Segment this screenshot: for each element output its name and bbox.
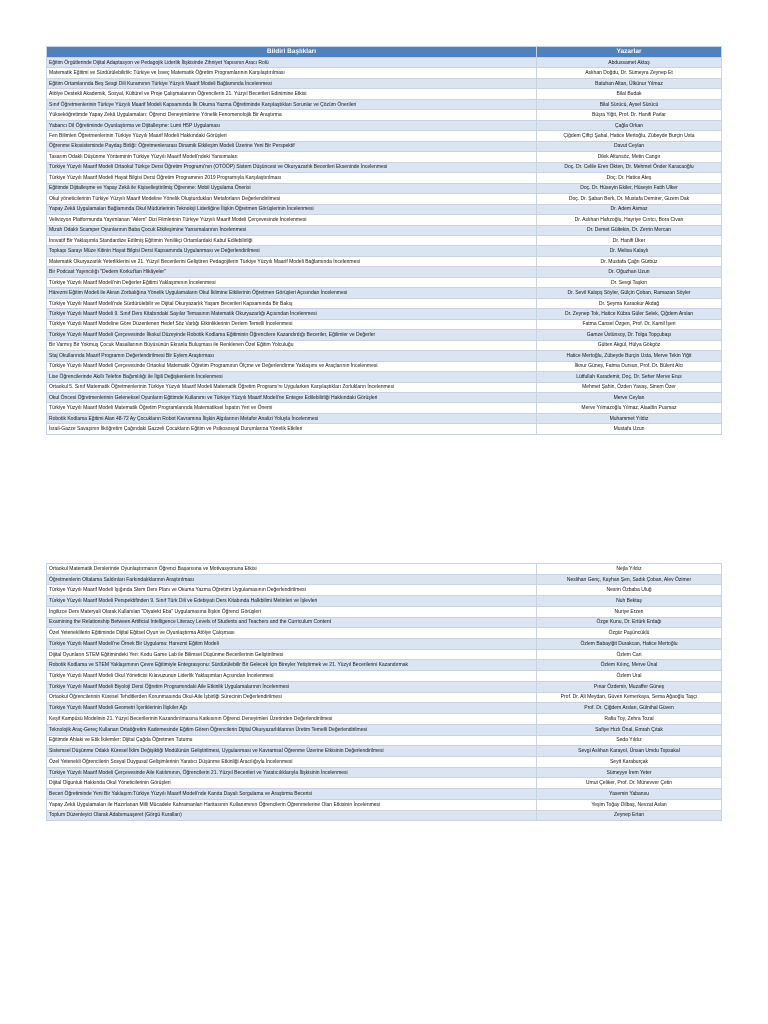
paper-title-cell: Türkiye Yüzyılı Maarif Modeli Çerçevesinde Aile Katılımının, Öğrencilerin 21. Yüzyıl Becerileri ve Yaratıcılıklarıyla İlişkisinin İncelenmesi bbox=[47, 767, 537, 778]
table-row bbox=[47, 639, 722, 650]
paper-authors-cell: Mehmet Şahin, Özden Yavaş, Sinem Özer bbox=[537, 382, 722, 392]
table-row bbox=[47, 204, 722, 214]
paper-authors-cell: Rafia Toy, Zehra Tozal bbox=[537, 714, 722, 725]
table-row bbox=[47, 564, 722, 575]
table-row bbox=[47, 194, 722, 204]
paper-title-cell: Türkiye Yüzyılı Maarif Modeli Işığında Stem Ders Planı ve Okuma Yazma Öğretimi Uygulamasının Değerlendirilmesi bbox=[47, 585, 537, 596]
table-row bbox=[47, 319, 722, 329]
paper-title-cell: Türkiye Yüzyılı Maarif Modeli Ortaokul Türkçe Dersi Öğretim Programı'nın (OTÖÖP) Sistem Düşüncesi ve Okuryazarlık Becerileri Ekseninde İncelenmesi bbox=[47, 162, 537, 172]
paper-title-cell: Staj Okullarında Maarif Programın Değerlendirilmesi Bir Eylem Araştırması bbox=[47, 351, 537, 361]
paper-authors-cell: Nuriye Erzen bbox=[537, 606, 722, 617]
table-row bbox=[47, 778, 722, 789]
paper-title-cell: Türkiye Yüzyılı Maarif Modeli Biyoloji Dersi Öğretim Programındaki Aile Etkinlik Uygulamalarının İncelenmesi bbox=[47, 681, 537, 692]
paper-title-cell: Türkiye Yüzyılı Maarif Modeli Çerçevesinde Ortaokul Matematik Öğretim Programının Ölçme ve Değerlendirme Yaklaşımı ve Araçlarının İncelenmesi bbox=[47, 361, 537, 371]
paper-title-cell: Eğitimde Dijitalleşme ve Yapay Zekâ ile Kişiselleştirilmiş Öğrenme: Mobil Uygulama Önerisi bbox=[47, 183, 537, 193]
table-row bbox=[47, 810, 722, 821]
paper-title-cell: Atölye Destekli Akademik, Sosyal, Kültürel ve Proje Çalışmalarının Öğrencilerin 21. Yüzyıl Becerileri Edinimine Etkisi bbox=[47, 89, 537, 99]
paper-title-cell: Yapay Zekâ Uygulamaları Bağlamında Okul Müdürlerinin Teknoloji Liderliğine İlişkin Öğretmen Görüşlerinin İncelenmesi bbox=[47, 204, 537, 214]
paper-title-cell: Okul Öncesi Öğretmenlerinin Geleneksel Oyunların Eğitimde Kullanımı ve Türkiye Yüzyılı Maarif Modeli'ne Entegre Edilebilirliği Hakkındaki Görüşleri bbox=[47, 393, 537, 403]
paper-title-cell: Türkiye Yüzyılı Maarif Modeli Matematik Öğretim Programlarında Matematiksel İspatın Yeri ve Önemi bbox=[47, 403, 537, 413]
paper-title-cell: Bir Podcast Yayıncılığı "Dedem Korkut'tan Hikâyeler" bbox=[47, 267, 537, 277]
paper-title-cell: Öğrenme Ekosisteminde Paydaş Birliği: Öğretmenlerarası Dinamik Etkileşim Modeli Üzerine Yeni Bir Perspektif bbox=[47, 141, 537, 151]
table-header-row bbox=[47, 47, 722, 58]
paper-authors-cell: Büşra Yiğit, Prof. Dr. Hanifi Parlar bbox=[537, 110, 722, 120]
paper-authors-cell: Özlem Babayiğit Durakcan, Hatice Mertoğlu bbox=[537, 639, 722, 650]
paper-title-cell: Türkiye Yüzyılı Maarif Modeli Okul Yöneticisi Kılavuzunun Liderlik Yaklaşımları Açısından İncelenmesi bbox=[47, 671, 537, 682]
table-row bbox=[47, 183, 722, 193]
paper-title-cell: Velivizyon Platformunda Yayımlanan "Ailem" Dizi Filmlerinin Türkiye Yüzyılı Maarif Modeli Çerçevesinde İncelenmesi bbox=[47, 215, 537, 225]
table-row bbox=[47, 78, 722, 88]
paper-authors-cell: Gamze Üstünsoy, Dr. Tolga Topçubaşı bbox=[537, 330, 722, 340]
paper-title-cell: İsrail-Gazze Savaşının İlköğretim Çağındaki Gazzeli Çocukların Eğitim ve Psikososyal Durumlarına Yönelik Etkileri bbox=[47, 424, 537, 434]
paper-title-cell: Robotik Kodlama ve STEM Yaklaşımının Çevre Eğitimiyle Entegrasyonu: Sürdürülebilir Bir Gelecek İçin Bireyler Yetiştirmek ve 21. Yüzyıl Becerilerini Kazandırmak bbox=[47, 660, 537, 671]
table-row bbox=[47, 330, 722, 340]
table-row bbox=[47, 703, 722, 714]
paper-authors-cell: Prof. Dr. Çiğdem Arslan, Gülnihal Güven bbox=[537, 703, 722, 714]
paper-title-cell: Dijital Olgunluk Hakkında Okul Yöneticilerinin Görüşleri bbox=[47, 778, 537, 789]
paper-title-cell: Matematik Okuryazarlık Yeterliklerini ve 21. Yüzyıl Becerilerini Geliştiren Pedagojilerin Türkiye Yüzyılı Maarif Modeli Bağlamında İncelenmesi bbox=[47, 256, 537, 266]
table-row bbox=[47, 413, 722, 423]
paper-title-cell: Yabancı Dil Öğretiminde Oyunlaştırma ve Dijitalleşme: Lumi H5P Uygulaması bbox=[47, 120, 537, 130]
table-row bbox=[47, 351, 722, 361]
authors-header: Yazarlar bbox=[537, 47, 722, 58]
table-row bbox=[47, 256, 722, 266]
paper-authors-cell: Yeşim Toğay Dilbaş, Nevzat Aslan bbox=[537, 799, 722, 810]
paper-title-cell: Türkiye Yüzyılı Maarif Modeli 9. Sınıf Ders Kitabındaki Sayılar Temasının Matematik Okuryazarlığı Açısından İncelenmesi bbox=[47, 309, 537, 319]
paper-title-cell: Keşif Kampüsü Modelinin 21. Yüzyıl Becerilerinin Kazandırılmasına Katkısının Öğrenci Deneyimleri Üzerinden Değerlendirilmesi bbox=[47, 714, 537, 725]
table-row bbox=[47, 585, 722, 596]
paper-title-cell: Öğretmenlerin Oltalama Saldırıları Farkındalıklarının Araştırılması bbox=[47, 574, 537, 585]
paper-authors-cell: Doç. Dr. Şaban Berk, Dr. Mustafa Demirer, Gizem Dak bbox=[537, 194, 722, 204]
paper-authors-cell: Özlem Ural bbox=[537, 671, 722, 682]
paper-authors-cell: Bilal Sürücü, Aysel Sürücü bbox=[537, 99, 722, 109]
table-row bbox=[47, 309, 722, 319]
paper-authors-cell: Doç. Dr. Hüseyin Ekiler, Hüseyin Fatih Ulker bbox=[537, 183, 722, 193]
paper-authors-cell: Çağla Orkan bbox=[537, 120, 722, 130]
paper-title-cell: Yapay Zekâ Uygulamaları ile Hazırlanan Milli Mücadele Kahramanları Haritasının Kullanımının Öğrencilerin Öğrenmelerine Olan Etkisinin İncelenmesi bbox=[47, 799, 537, 810]
table-row bbox=[47, 424, 722, 434]
paper-title-cell: Robotik Kodlama Eğitimi Alan 48-72 Ay Çocukların Robot Kavramına İlişkin Algılarının Metafor Analizi Yoluyla İncelenmesi bbox=[47, 413, 537, 423]
paper-authors-cell: Doç. Dr. Celile Eren Ökten, Dr. Mehmet Önder Karacaoğlu bbox=[537, 162, 722, 172]
table-row bbox=[47, 382, 722, 392]
paper-authors-cell: Özlem Can bbox=[537, 649, 722, 660]
paper-authors-cell: Mustafa Uzun bbox=[537, 424, 722, 434]
paper-title-cell: Bir Varmış Bir Yokmuş Çocuk Masallarının Büyüsünün Ekranla Buluşması ile Renklenen Özel Eğitim Yolculuğu bbox=[47, 340, 537, 350]
paper-title-cell: Toplum Düzenleyici Olarak Adabımuaşeret (Görgü Kuralları) bbox=[47, 810, 537, 821]
paper-title-cell: Fen Bilimleri Öğretmenlerinin Türkiye Yüzyılı Maarif Modeli Hakkındaki Görüşleri bbox=[47, 131, 537, 141]
paper-title-cell: Lise Öğrencilerinde Akıllı Telefon Bağımlılığı ile İlgili Değişkenlerin İncelenmesi bbox=[47, 372, 537, 382]
paper-title-cell: Eğitimde Ahlaki ve Etik İkilemler: Dijital Çağda Öğretmen Tutumu bbox=[47, 735, 537, 746]
table-row bbox=[47, 393, 722, 403]
paper-authors-cell: Yasemin Yabansu bbox=[537, 789, 722, 800]
paper-title-cell: Eğitim Örgütlerinde Dijital Adaptasyon ve Pedagojik Liderlik İlişkisinde Zihniyet Yapısının Aracı Rolü bbox=[47, 58, 537, 68]
paper-title-cell: Dijital Oyunların STEM Eğitimindeki Yeri: Kodu Game Lab ile Bilimsel Düşünme Becerilerinin Geliştirilmesi bbox=[47, 649, 537, 660]
table-row bbox=[47, 215, 722, 225]
paper-authors-cell: Özgür Paşüncüklü bbox=[537, 628, 722, 639]
paper-title-cell: Türkiye Yüzyılı Maarif Modeli'ne Örnek Bir Uygulama: Harezmi Eğitim Modeli bbox=[47, 639, 537, 650]
paper-authors-cell: Nejla Yıldız bbox=[537, 564, 722, 575]
table-row bbox=[47, 288, 722, 298]
table-row bbox=[47, 574, 722, 585]
paper-authors-cell: Lütfullah Karademir, Doç. Dr. Seher Merve Erus bbox=[537, 372, 722, 382]
paper-title-cell: Teknolojik Araç-Gereç Kullanan Ortaöğretim Kademesinde Eğitim Gören Öğrencilerin Dijital Okuryazarlıklarının Üretim Temelli Değerlendirilmesi bbox=[47, 724, 537, 735]
paper-authors-cell: Dr. Demet Gültekin, Dr. Zerrin Mercan bbox=[537, 225, 722, 235]
titles-header: Bildiri Başlıkları bbox=[47, 47, 537, 58]
paper-title-cell: Özel Yeteneklilerin Eğitiminde Dijital Eğitsel Oyun ve Oyunlaştırma Atölye Çalışması bbox=[47, 628, 537, 639]
table-row bbox=[47, 372, 722, 382]
paper-title-cell: Ortaokul Öğrencilerinin Küresel Tehditlerden Korunmasında Okul-Aile İşbirliği Sürecinin Değerlendirilmesi bbox=[47, 692, 537, 703]
table-row bbox=[47, 649, 722, 660]
paper-title-cell: Türkiye Yüzyılı Maarif Modeli'nin Değerler Eğitimi Yaklaşımının İncelenmesi bbox=[47, 277, 537, 287]
paper-authors-cell: Prof. Dr. Ali Meydan, Güven Kemerkaya, Sema Ağaoğlu Taşçı bbox=[537, 692, 722, 703]
paper-authors-cell: Merve Ceylan bbox=[537, 393, 722, 403]
paper-authors-cell: Seda Yıldız bbox=[537, 735, 722, 746]
paper-authors-cell: Sümeyye İrem Yeter bbox=[537, 767, 722, 778]
paper-authors-cell: Merve Yılmazoğlu Yılmaz, Alaattin Pusmaz bbox=[537, 403, 722, 413]
papers-table-1-body bbox=[47, 58, 722, 435]
paper-authors-cell: Bilal Budak bbox=[537, 89, 722, 99]
table-row bbox=[47, 110, 722, 120]
table-row bbox=[47, 724, 722, 735]
paper-authors-cell: Abdussamet Aktaş bbox=[537, 58, 722, 68]
table-row bbox=[47, 596, 722, 607]
paper-authors-cell: Davut Ceylan bbox=[537, 141, 722, 151]
table-row bbox=[47, 681, 722, 692]
paper-authors-cell: Nesrin Özbaba Uluğ bbox=[537, 585, 722, 596]
table-row bbox=[47, 660, 722, 671]
paper-authors-cell: Umut Çeliker, Prof. Dr. Münevver Çetin bbox=[537, 778, 722, 789]
paper-title-cell: Ortaokul 5. Sınıf Matematik Öğretmenlerinin Türkiye Yüzyılı Maarif Modeli Matematik Öğretim Programı'nı Uygularken Karşılaştıkları Zorlukların İncelenmesi bbox=[47, 382, 537, 392]
paper-authors-cell: Aslıhan Doğdu, Dr. Sümeyra Zeynep Et bbox=[537, 68, 722, 78]
paper-authors-cell: İlknur Güneş, Fatma Dursun, Prof. Dr. Bülent Alcı bbox=[537, 361, 722, 371]
paper-authors-cell: Dr. Mustafa Çağrı Gürbüz bbox=[537, 256, 722, 266]
table-row bbox=[47, 671, 722, 682]
table-row bbox=[47, 267, 722, 277]
table-row bbox=[47, 746, 722, 757]
paper-authors-cell: Gülten Akgül, Hülya Gökgöz bbox=[537, 340, 722, 350]
table-row bbox=[47, 735, 722, 746]
paper-authors-cell: Çiğdem Çiftçi Şahal, Hatice Mertoğlu, Zübeyde Burçin Usta bbox=[537, 131, 722, 141]
paper-authors-cell: Özlem Kılınç, Merve Ünal bbox=[537, 660, 722, 671]
paper-title-cell: Beceri Öğretiminde Yeni Bir Yaklaşım:Türkiye Yüzyılı Maarif Modeli'nde Kanıta Dayalı Sorgulama ve Araştırma Becerisi bbox=[47, 789, 537, 800]
paper-authors-cell: Batuhan Altan, Ülkünur Yılmaz bbox=[537, 78, 722, 88]
paper-title-cell: Türkiye Yüzyılı Maarif Modeli Çerçevesinde İlkokul Düzeyinde Robotik Kodlama Eğitiminin Öğrencilere Kazandırdığı Beceriler, Eğilimler ve Değerler bbox=[47, 330, 537, 340]
paper-authors-cell: Safiye Hızlı Önal, Emrah Çıtak bbox=[537, 724, 722, 735]
table-row bbox=[47, 714, 722, 725]
paper-title-cell: Okul yöneticilerinin Türkiye Yüzyılı Maarif Modeline Yönelik Oluşturdukları Metaforların Değerlendirilmesi bbox=[47, 194, 537, 204]
table-row bbox=[47, 173, 722, 183]
table-row bbox=[47, 628, 722, 639]
paper-title-cell: Ortaokul Matematik Derslerinde Oyunlaştırmanın Öğrenci Başarısına ve Motivasyonuna Etkisi bbox=[47, 564, 537, 575]
table-row bbox=[47, 152, 722, 162]
paper-authors-cell: Zeynep Ertan bbox=[537, 810, 722, 821]
paper-title-cell: Türkiye Yüzyılı Maarif Modeli Perspektifinden 9. Sınıf Türk Dili ve Edebiyatı Ders Kitabında Halkbilimi Metinleri ve İşlevleri bbox=[47, 596, 537, 607]
paper-title-cell: Türkiye Yüzyılı Maarif Modeli Hayat Bilgisi Dersi Öğretim Programının 2019 Programıyla Karşılaştırılması bbox=[47, 173, 537, 183]
table-row bbox=[47, 617, 722, 628]
table-row bbox=[47, 141, 722, 151]
paper-title-cell: Mizah Odaklı Scamper Oyunlarının Baba Çocuk Etkileşimine Yansımalarının İncelenmesi bbox=[47, 225, 537, 235]
table-row bbox=[47, 277, 722, 287]
table-row bbox=[47, 131, 722, 141]
table-row bbox=[47, 58, 722, 68]
paper-title-cell: Sistemsel Düşünme Odaklı Küresel İklim Değişikliği Modülünün Geliştirilmesi, Uygulanması ve Kavramsal Öğrenme Üzerine Etkisinin Değerlendirilmesi bbox=[47, 746, 537, 757]
paper-title-cell: Özel Yetenekli Öğrencilerin Sosyal Duygusal Gelişimlerinin Yaratıcı Düşünme Etkinliği Aracılığıyla İncelenmesi bbox=[47, 756, 537, 767]
table-row bbox=[47, 120, 722, 130]
table-row bbox=[47, 298, 722, 308]
papers-table-2-body bbox=[47, 564, 722, 821]
paper-authors-cell: Dr. Melisa Kalaylı bbox=[537, 246, 722, 256]
paper-authors-cell: Hatice Mertoğlu, Zübeyde Burçin Usta, Merve Tekin Yiğit bbox=[537, 351, 722, 361]
paper-authors-cell: Dr. Aslıhan Hafızoğlu, Hayriye Cırıtcı, Bora Civan bbox=[537, 215, 722, 225]
table-row bbox=[47, 162, 722, 172]
table-row bbox=[47, 99, 722, 109]
paper-title-cell: Türkiye Yüzyılı Maarif Modeli Geometri İçeriklerinin İlişkiler Ağı bbox=[47, 703, 537, 714]
paper-authors-cell: Sevgi Aslıhan Karayol, Ünsan Umdu Topsakal bbox=[537, 746, 722, 757]
paper-authors-cell: Özge Kunu, Dr. Ertürk Erdağı bbox=[537, 617, 722, 628]
paper-authors-cell: Doç. Dr. Hatice Ateş bbox=[537, 173, 722, 183]
paper-authors-cell: Fatma Cansel Özgen, Prof. Dr. Kamil İşeri bbox=[537, 319, 722, 329]
table-row bbox=[47, 246, 722, 256]
paper-title-cell: İnovatif Bir Yaklaşımla Standardize Edilmiş Eğitimin Yenilikçi Ortamlardaki Kabul Edilebilirliği bbox=[47, 235, 537, 245]
table-row bbox=[47, 756, 722, 767]
paper-authors-cell: Pınar Özdemir, Muzaffer Güneş bbox=[537, 681, 722, 692]
table-row bbox=[47, 235, 722, 245]
table-row bbox=[47, 767, 722, 778]
paper-authors-cell: Dr. Şeyma Karaokur Akdağ bbox=[537, 298, 722, 308]
paper-title-cell: Sınıf Öğretmenlerinin Türkiye Yüzyılı Maarif Modeli Kapsamında İlk Okuma Yazma Öğretiminde Karşılaştıkları Sorunlar ve Çözüm Önerileri bbox=[47, 99, 537, 109]
paper-title-cell: Yükseköğretimde Yapay Zekâ Uygulamaları: Öğrenci Deneyimlerine Yönelik Fenomenolojik Bir Araştırma bbox=[47, 110, 537, 120]
paper-authors-cell: Neslihan Genç, Kayhan Şen, Sadık Çoban, Alev Özimer bbox=[537, 574, 722, 585]
papers-table-1 bbox=[46, 46, 722, 435]
paper-authors-cell: Dr. Sevgi Taşkın bbox=[537, 277, 722, 287]
paper-authors-cell: Dr. Adem Asmaz bbox=[537, 204, 722, 214]
table-row bbox=[47, 68, 722, 78]
paper-authors-cell: Nuh Bektaş bbox=[537, 596, 722, 607]
table-row bbox=[47, 606, 722, 617]
paper-authors-cell: Dr. Oğuzhan Uzun bbox=[537, 267, 722, 277]
paper-title-cell: Härezmi Eğitim Modeli ile Akran Zorbalığına Yönelik Uygulamaların Okul İklimine Etkilerinin Öğretmen Görüşleri Açısından İncelenmesi bbox=[47, 288, 537, 298]
paper-authors-cell: Dr. Zeynep Tok, Hatice Kübra Güler Selek, Çiğdem Arslan bbox=[537, 309, 722, 319]
paper-authors-cell: Dr. Hanifi Üker bbox=[537, 235, 722, 245]
paper-title-cell: Türkiye Yüzyılı Maarif Modeli'nde Sürdürülebilir ve Dijital Okuryazarlık Yaşam Becerileri Kapsamında Bir Bakış bbox=[47, 298, 537, 308]
table-row bbox=[47, 789, 722, 800]
paper-title-cell: İngilizce Ders Materyali Olarak Kullanılan "Diyalekt Eba" Uygulamasına İlişkin Öğrenci Görüşleri bbox=[47, 606, 537, 617]
table-row bbox=[47, 403, 722, 413]
paper-title-cell: Examining the Relationship Between Artificial Intelligence Literacy Levels of Students and Teachers and the Curriculum Content bbox=[47, 617, 537, 628]
paper-title-cell: Eğitim Ortamlarında Beş Sesgi Dili Kuramının Türkiye Yüzyılı Maarif Modeli Bağlamında İncelenmesi bbox=[47, 78, 537, 88]
papers-table-2 bbox=[46, 563, 722, 821]
paper-title-cell: Matematik Eğitimi ve Sürdürülebilirlik: Türkiye ve İsveç Matematik Öğretim Programlarının Karşılaştırılması bbox=[47, 68, 537, 78]
table-row bbox=[47, 225, 722, 235]
table-row bbox=[47, 340, 722, 350]
paper-authors-cell: Muhammet Yıldız bbox=[537, 413, 722, 423]
table-row bbox=[47, 799, 722, 810]
paper-title-cell: Topkapı Sarayı Müze Kitinin Hayat Bilgisi Dersi Kapsamında Uygulanması ve Değerlendirilmesi bbox=[47, 246, 537, 256]
paper-authors-cell: Dr. Sevil Kalspş Söyler, Gülçin Çoban, Ramazan Söyler bbox=[537, 288, 722, 298]
paper-authors-cell: Seyit Karaburçak bbox=[537, 756, 722, 767]
table-row bbox=[47, 361, 722, 371]
paper-authors-cell: Dilek Altunsöz, Metin Cangır bbox=[537, 152, 722, 162]
paper-title-cell: Tasarım Odaklı Düşünme Yönteminin Türkiye Yüzyılı Maarif Modeli'ndeki Yansımaları bbox=[47, 152, 537, 162]
table-row bbox=[47, 89, 722, 99]
paper-title-cell: Türkiye Yüzyılı Maarif Modeline Göre Düzenlenen Hedef Söz Varlığı Etkinliklerinin Derlem Temelli İncelenmesi bbox=[47, 319, 537, 329]
table-row bbox=[47, 692, 722, 703]
